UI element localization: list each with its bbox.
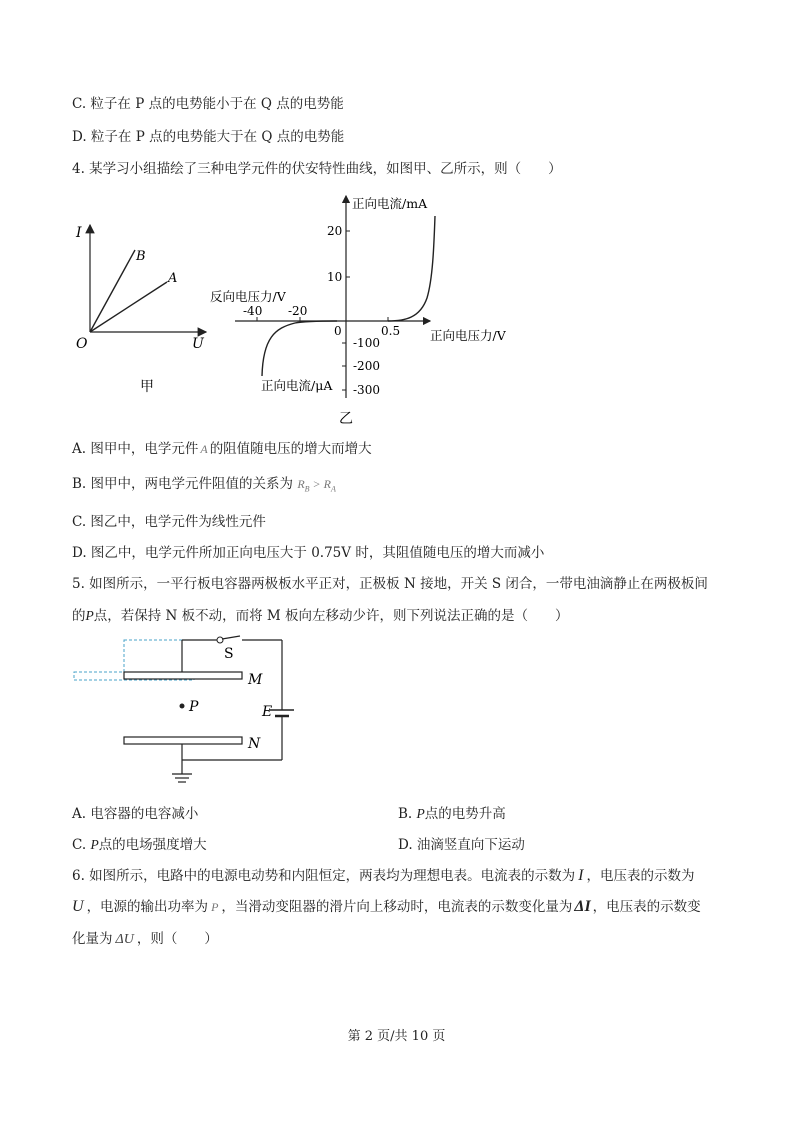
q4-stem: 4. 某学习小组描绘了三种电学元件的伏安特性曲线，如图甲、乙所示，则（ ） — [72, 161, 562, 177]
jia-line-a — [90, 282, 167, 332]
jia-line-a-label: A — [168, 271, 178, 286]
jia-origin-label: O — [76, 336, 88, 352]
yi-neg-voltage-label: 反向电压力/V — [210, 289, 286, 304]
jia-line-b — [90, 250, 135, 332]
q5-option-d: D. 油滴竖直向下运动 — [398, 837, 525, 853]
label-n: N — [248, 736, 261, 752]
yi-tick-ym200: -200 — [353, 359, 380, 373]
yi-tick-xm20: -20 — [288, 304, 308, 318]
yi-neg-current-label: 正向电流/μA — [261, 378, 333, 393]
label-m: M — [248, 672, 263, 688]
q4-option-c: C. 图乙中，电学元件为线性元件 — [72, 514, 266, 530]
yi-tick-xm40: -40 — [243, 304, 263, 318]
yi-tick-y10: 10 — [327, 270, 343, 284]
q3-option-d: D. 粒子在 P 点的电势能大于在 Q 点的电势能 — [72, 129, 345, 145]
figure-yi — [205, 188, 525, 430]
yi-tick-ym100: -100 — [353, 336, 380, 350]
jia-line-b-label: B — [136, 249, 146, 264]
label-p: P — [189, 699, 199, 715]
figure-jia — [70, 215, 215, 395]
jia-axis-u-label: U — [192, 336, 204, 352]
yi-reverse-curve — [262, 321, 337, 376]
q4-option-b: B. 图甲中，两电学元件阻值的关系为 $R_B > R_A$ — [72, 476, 336, 494]
q5-stem-line2: 的P点，若保持 N 板不动，而将 M 板向左移动少许，则下列说法正确的是（ ） — [72, 608, 569, 624]
page-footer: 第 2 页/共 10 页 — [347, 1029, 446, 1044]
q5-option-b: B. P点的电势升高 — [398, 806, 506, 822]
yi-forward-curve — [388, 216, 435, 321]
q5-stem-line1: 5. 如图所示，一平行板电容器两极板水平正对，正极板 N 接地，开关 S 闭合，一带电油滴静止在两极板间 — [72, 576, 708, 592]
yi-tick-x05: 0.5 — [381, 324, 401, 338]
q4-option-b-formula: $R_B > R_A$ — [297, 477, 336, 494]
q6-line1: 6. 如图所示，电路中的电源电动势和内阻恒定，两表均为理想电表。电流表的示数为 I ，电压表的示数为 — [72, 867, 695, 884]
figure-capacitor-circuit — [72, 634, 302, 786]
yi-pos-voltage-label: 正向电压力/V — [430, 328, 506, 343]
yi-pos-current-label: 正向电流/mA — [352, 196, 428, 211]
oil-drop — [180, 704, 185, 709]
q4-option-a-symbol: A — [200, 442, 208, 456]
plate-n — [124, 737, 242, 744]
q4-option-d: D. 图乙中，电学元件所加正向电压大于 0.75V 时，其阻值随电压的增大而减小 — [72, 545, 545, 561]
label-s: S — [224, 646, 234, 662]
yi-tick-x0: 0 — [334, 324, 342, 338]
q4-option-a: A. 图甲中，电学元件 A 的阻值随电压的增大而增大 — [72, 441, 372, 457]
plate-m — [124, 672, 242, 679]
switch-contact — [217, 637, 223, 643]
yi-caption: 乙 — [339, 411, 353, 427]
q6-line3: 化量为 ΔU ，则（ ） — [72, 931, 218, 947]
q3-option-c: C. 粒子在 P 点的电势能小于在 Q 点的电势能 — [72, 96, 344, 112]
q5-option-a: A. 电容器的电容减小 — [72, 806, 199, 822]
jia-axis-i-label: I — [76, 225, 82, 241]
yi-tick-ym300: -300 — [353, 383, 380, 397]
label-e: E — [262, 704, 273, 720]
yi-tick-y20: 20 — [327, 224, 343, 238]
q6-line2: U ，电源的输出功率为 P ，当滑动变阻器的滑片向上移动时，电流表的示数变化量为 ΔI ，电压表的示数变 — [72, 898, 701, 915]
jia-caption: 甲 — [140, 379, 154, 395]
q5-option-c: C. P点的电场强度增大 — [72, 837, 207, 853]
switch-s — [222, 636, 240, 639]
